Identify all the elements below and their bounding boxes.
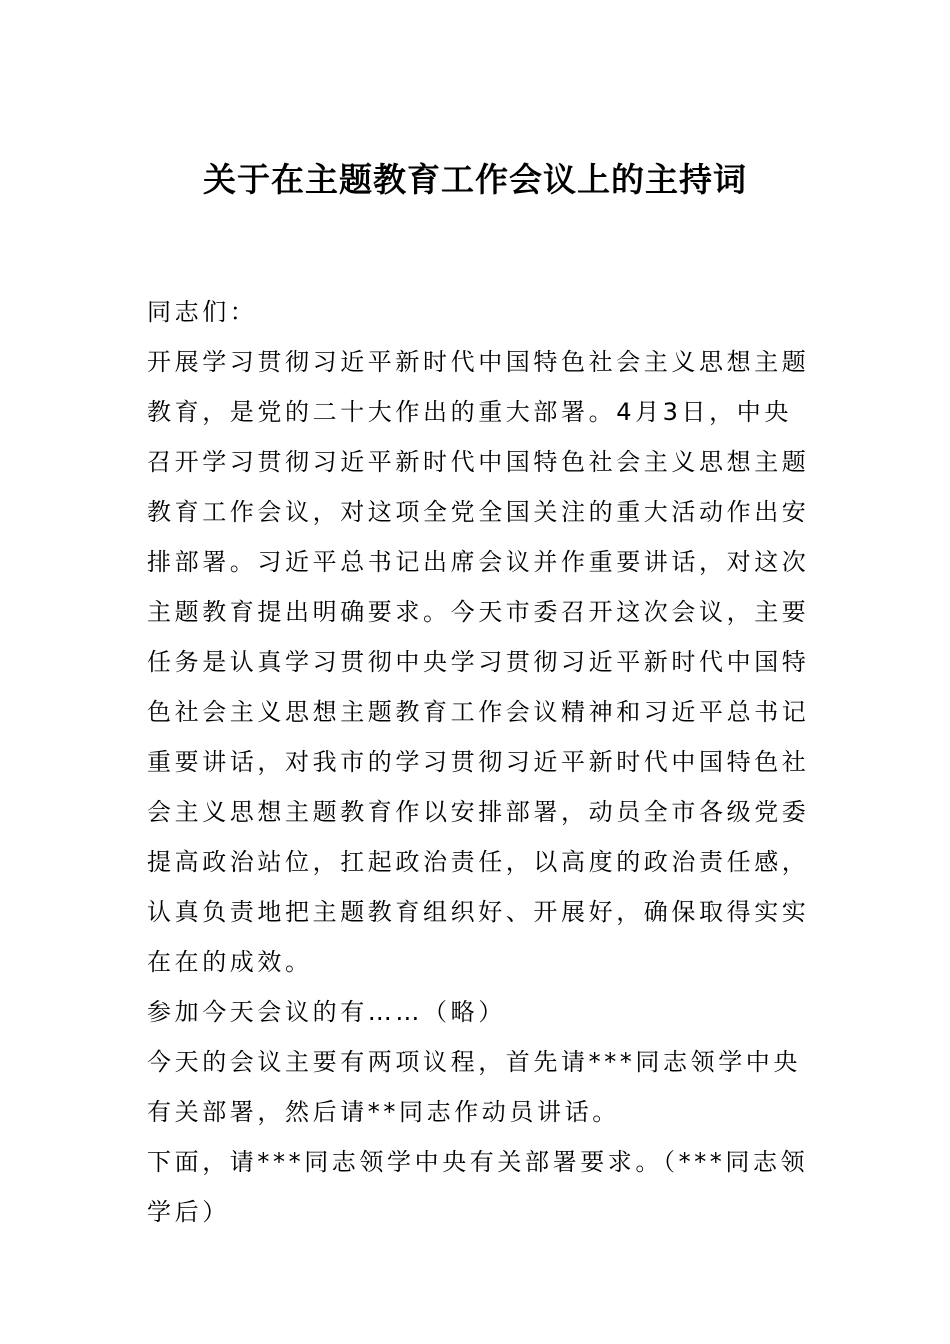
body-paragraph: 今天的会议主要有两项议程，首先请***同志领学中央有关部署，然后请**同志作动员讲话。 xyxy=(147,1048,801,1126)
body-paragraph: 下面，请***同志领学中央有关部署要求。（***同志领学后） xyxy=(147,1148,809,1226)
body-paragraph: 开展学习贯彻习近平新时代中国特色社会主义思想主题教育，是党的二十大作出的重大部署。4月3日，中央召开学习贯彻习近平新时代中国特色社会主义思想主题教育工作会议，对这项全党全国关注的重大活动作出安排部署。习近平总书记出席会议并作重要讲话，对这次主题教育提出明确要求。今天市委召开这次会议，主要任务是认真学习贯彻中央学习贯彻习近平新时代中国特色社会主义思想主题教育工作会议精神和习近平总书记重要讲话，对我市的学习贯彻习近平新时代中国特色社会主义思想主题教育作以安排部署，动员全市各级党委提高政治站位，扛起政治责任，以高度的政治责任感，认真负责地把主题教育组织好、开展好，确保取得实实在在的成效。 xyxy=(147,348,810,976)
document-title: 关于在主题教育工作会议上的主持词 xyxy=(203,160,747,199)
salutation: 同志们： xyxy=(147,298,258,326)
document-body xyxy=(147,287,811,1237)
body-paragraph: 参加今天会议的有……（略） xyxy=(147,998,506,1026)
